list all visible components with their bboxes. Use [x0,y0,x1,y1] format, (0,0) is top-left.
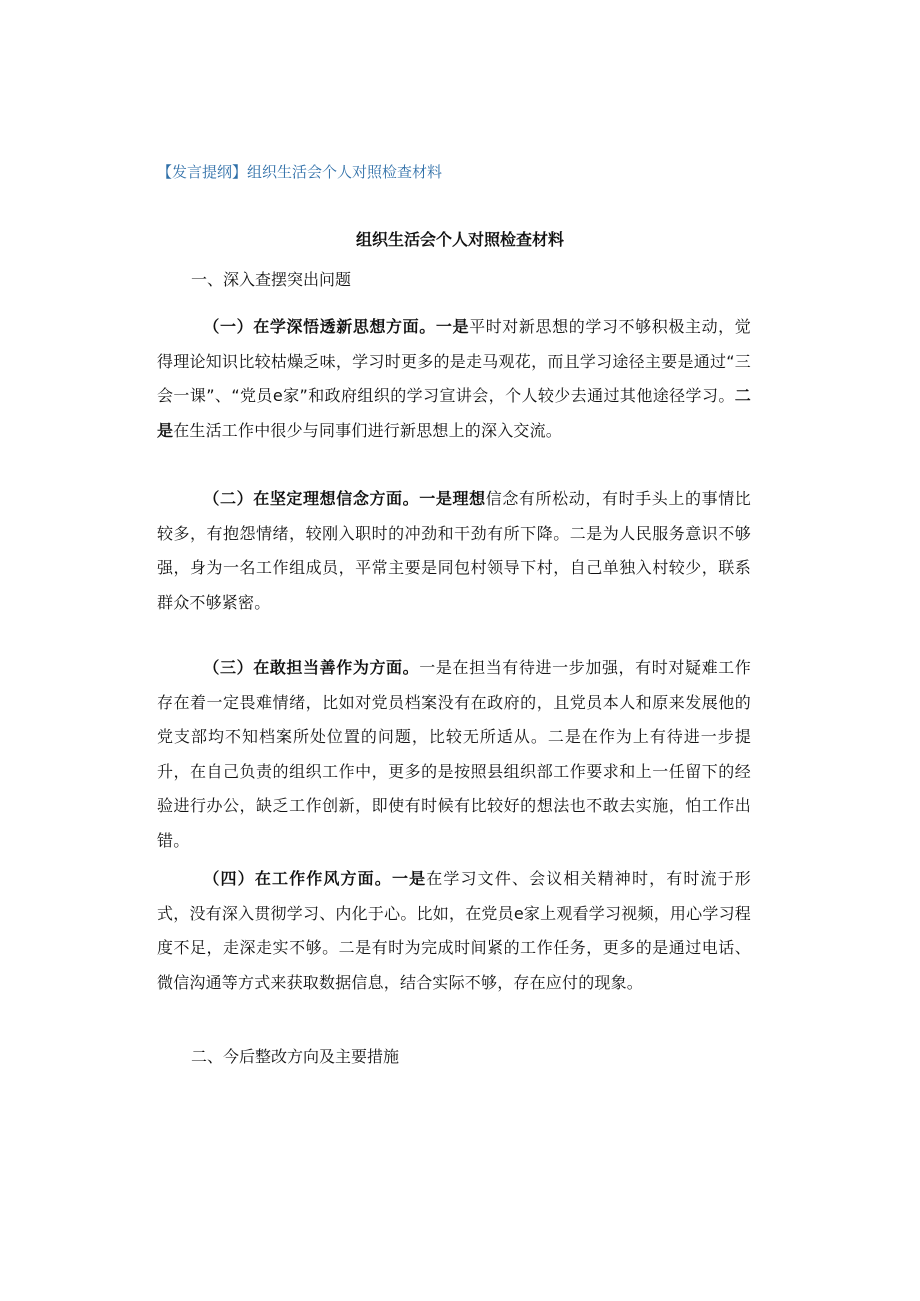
paragraph-3-heading: （三）在敢担当善作为方面。 [203,658,420,677]
section-heading-2: 二、今后整改方向及主要措施 [191,1047,400,1066]
paragraph-4-lead-1: 一是 [391,869,427,888]
paragraph-1-lead-2: 二是 [157,386,751,440]
paragraph-1-lead-1: 一是 [435,317,470,336]
paragraph-2 [157,482,751,620]
paragraph-4-heading: （四）在工作作风方面。 [203,869,392,888]
paragraph-1 [157,310,751,448]
paragraph-2-heading: （二）在坚定理想信念方面。 [203,489,420,508]
paragraph-2-text-1: 信念有所松动，有时手头上的事情比较多，有抱怨情绪，较刚入职时的冲劲和干劲有所下降。二是为人民服务意识不够强，身为一名工作组成员，平常主要是同包村领导下村，自己单独入村较少，联系群众不够紧密。 [157,489,752,612]
paragraph-1-heading: （一）在学深悟透新思想方面。 [203,317,436,336]
document-title: 组织生活会个人对照检查材料 [355,230,564,249]
section-heading-1: 一、深入查摆突出问题 [191,270,352,289]
paragraph-4 [157,862,751,1000]
document-header: 【发言提纲】组织生活会个人对照检查材料 [157,163,443,181]
paragraph-2-lead-1: 一是理想 [419,489,486,508]
paragraph-1-text-1: 平时对新思想的学习不够积极主动，觉得理论知识比较枯燥乏味，学习时更多的是走马观花，而且学习途径主要是通过“三会一课”、“党员e家”和政府组织的学习宣讲会，个人较少去通过其他途径学习。 [157,317,751,406]
paragraph-1-text-2: 在生活工作中很少与同事们进行新思想上的深入交流。 [173,420,563,440]
paragraph-3 [157,651,751,859]
paragraph-3-text-1: 一是在担当有待进一步加强，有时对疑难工作存在着一定畏难情绪，比如对党员档案没有在政府的，且党员本人和原来发展他的党支部均不知档案所处位置的问题，比较无所适从。二是在作为上有待进一步提升，在自己负责的组织工作中，更多的是按照县组织部工作要求和上一任留下的经验进行办公，缺乏工作创新，即使有时候有比较好的想法也不敢去实施，怕工作出错。 [157,658,751,850]
paragraph-4-text-1: 在学习文件、会议相关精神时，有时流于形式，没有深入贯彻学习、内化于心。比如，在党员e家上观看学习视频，用心学习程度不足，走深走实不够。二是有时为完成时间紧的工作任务，更多的是通过电话、微信沟通等方式来获取数据信息，结合实际不够，存在应付的现象。 [157,869,751,992]
